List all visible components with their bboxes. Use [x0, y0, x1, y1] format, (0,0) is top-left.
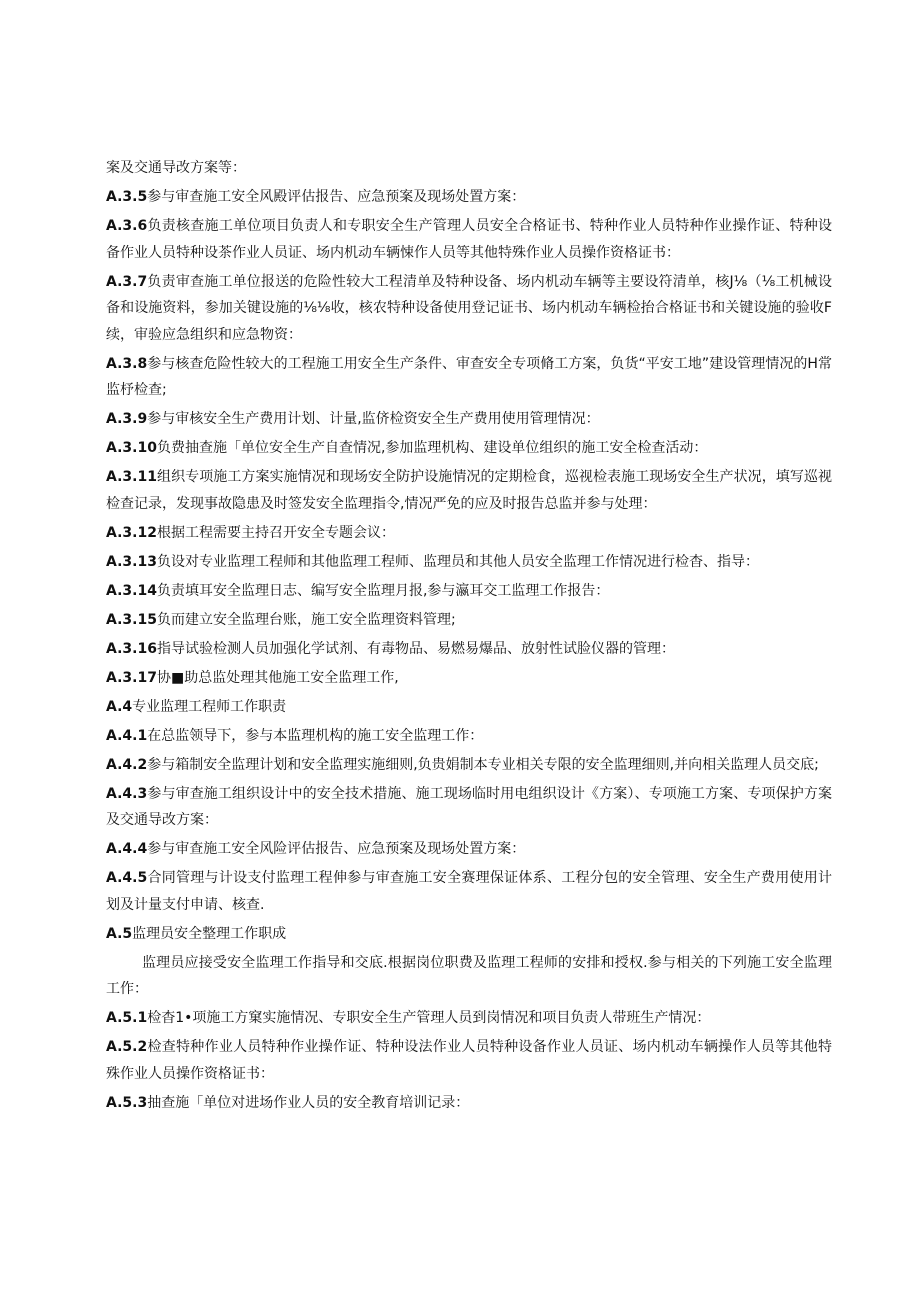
- clause-text: 参与审查施工安全风险评估报告、应急预案及现场处置方案：: [147, 841, 526, 857]
- clause-number: A.4: [106, 698, 133, 715]
- section-heading: [106, 694, 832, 721]
- paragraph: [106, 435, 832, 462]
- clause-text: 监理员安全整理工作职成: [132, 925, 287, 942]
- paragraph: [106, 464, 832, 517]
- clause-text: 负设对专业监理工程师和其他监理工程师、监理员和其他人员安全监理工作情况进行检杳、指导：: [156, 553, 759, 570]
- clause-number: A.3.17: [106, 669, 157, 686]
- clause-number: A.5.1: [106, 1010, 148, 1026]
- paragraph: [106, 752, 832, 779]
- paragraph: [106, 1090, 832, 1117]
- clause-text: 检杳1•项施工方窠实施情况、专职安全生产管理人员到岗情况和项目负责人带班生产情况：: [147, 1010, 711, 1026]
- paragraph: [106, 836, 832, 863]
- clause-number: A.5.3: [106, 1094, 148, 1111]
- clause-number: A.4.1: [106, 727, 148, 744]
- section-heading: [106, 921, 832, 948]
- clause-text: 参与审查施工组织设计中的安全技术措施、施工现场临时用电组织设计《方案）、专项施工方案、专项保护方案及交通导改方案：: [106, 785, 832, 828]
- paragraph: [106, 607, 832, 634]
- paragraph: [106, 549, 832, 576]
- clause-number: A.3.12: [106, 524, 157, 541]
- clause-text: 参与审查施工安全风殿评估报告、应急预案及现场处置方案：: [147, 189, 526, 205]
- clause-text: 合同管理与计设支付监理工程伸参与审查施工安全赛理保证体系、工程分包的安全管理、安全生产费用使用计划及计量支付申请、核查.: [106, 870, 832, 913]
- paragraph: [106, 665, 832, 692]
- paragraph: [106, 213, 832, 266]
- clause-text: 参与核查危险性较大的工程施工用安全生产条件、审查安全专项脩工方案，负货“平安工地”建设管理情况的H常监杼检查;: [106, 355, 832, 398]
- clause-number: A.4.4: [106, 841, 148, 857]
- clause-text: 在总监领导下，参与本监理机构的施工安全监理工作：: [147, 727, 484, 744]
- clause-text: 抽查施「单位对进场作业人员的安全教育培训记录：: [147, 1094, 470, 1111]
- clause-number: A.3.10: [106, 440, 157, 456]
- clause-text: 负责审查施工单位报送的危险性较大工程清单及特种设备、场内机动车辆等主要设符清单，核J⅛（⅛工机械设备和设施资料，参加关键设施的⅛⅛收，核农特种设备使用登记证书、场内机动车辆检抬合格证书和关键设施的验收F续，审验应急组织和应急物资：: [106, 273, 832, 343]
- clause-text: 专业监理工程师工作职责: [132, 698, 287, 715]
- clause-text: 组织专项施工方案实施情况和现场安全防护设施情况的定期检食，巡视检表施工现场安全生产状况，填写巡视检查记录，发现事故隐患及时签发安全监理指令,情况严免的应及时报告总监并参与处理：: [106, 469, 832, 512]
- clause-number: A.3.13: [106, 553, 157, 570]
- clause-text: 根据工程需要主持召开安全专题会议：: [156, 524, 395, 541]
- clause-text: 参与箱制安全监理计划和安全监理实施细则,负贵娟制本专业相关专限的安全监理细则,并向相关监理人员交底;: [147, 756, 819, 773]
- clause-number: A.3.9: [106, 411, 148, 427]
- paragraph: [106, 155, 832, 182]
- clause-text: 负而建立安全监理台账，施工安全监理资料管理;: [156, 611, 456, 628]
- clause-number: A.3.5: [106, 189, 148, 205]
- clause-text: 检查特种作业人员特种作业操作证、特种设法作业人员特种设备作业人员证、场内机动车辆操作人员等其他特殊作业人员操作资格证书：: [106, 1039, 832, 1082]
- clause-number: A.3.14: [106, 582, 157, 599]
- clause-text: 监理员应接受安全监理工作指导和交底.根据岗位职费及监理工程师的安排和授权.参与相关的下列施工安全监理工作：: [106, 954, 832, 997]
- clause-text: 指导试验检测人员加强化学试剂、有毒物品、易燃易爆品、放射性试脸仪器的管理：: [156, 640, 675, 657]
- paragraph: [106, 865, 832, 918]
- clause-number: A.3.6: [106, 218, 148, 234]
- clause-text: 负费抽查施「单位安全生产自查情况,参加监理机构、建设单位组织的施工安全检查活动：: [156, 440, 708, 456]
- paragraph: [106, 520, 832, 547]
- clause-text: 协■助总监处理其他施工安全监理工作,: [156, 669, 399, 686]
- paragraph: [106, 1034, 832, 1087]
- clause-number: A.3.11: [106, 469, 157, 485]
- paragraph: [106, 1005, 832, 1032]
- paragraph: [106, 184, 832, 211]
- clause-number: A.3.15: [106, 611, 157, 628]
- document-body: [106, 155, 832, 1119]
- clause-text: 负责填耳安全监理日志、编写安全监理月报,参与瀛耳交工监理工作报告：: [156, 582, 610, 599]
- paragraph: [106, 351, 832, 404]
- clause-text: 参与审核安全生产费用计划、计量,监侪检资安全生产费用使用管理情况：: [147, 411, 600, 427]
- paragraph: [106, 406, 832, 433]
- paragraph: [106, 723, 832, 750]
- paragraph: [106, 781, 832, 834]
- clause-number: A.5.2: [106, 1039, 148, 1055]
- paragraph: [106, 578, 832, 605]
- clause-number: A.4.3: [106, 785, 148, 802]
- clause-text: 负责核查施工单位项目负责人和专职安全生产管理人员安全合格证书、特种作业人员特种作业操作证、特种设备作业人员特种设茶作业人员证、场内机动车辆悚作人员等其他特殊作业人员操作资格证书：: [106, 218, 832, 261]
- intro-paragraph: [106, 950, 832, 1003]
- clause-number: A.3.8: [106, 355, 148, 372]
- clause-number: A.4.2: [106, 756, 148, 773]
- clause-number: A.4.5: [106, 870, 148, 886]
- paragraph: [106, 269, 832, 349]
- paragraph: [106, 636, 832, 663]
- clause-number: A.5: [106, 925, 133, 942]
- clause-number: A.3.16: [106, 640, 157, 657]
- clause-text: 案及交通导改方案等：: [106, 160, 246, 176]
- clause-number: A.3.7: [106, 273, 148, 290]
